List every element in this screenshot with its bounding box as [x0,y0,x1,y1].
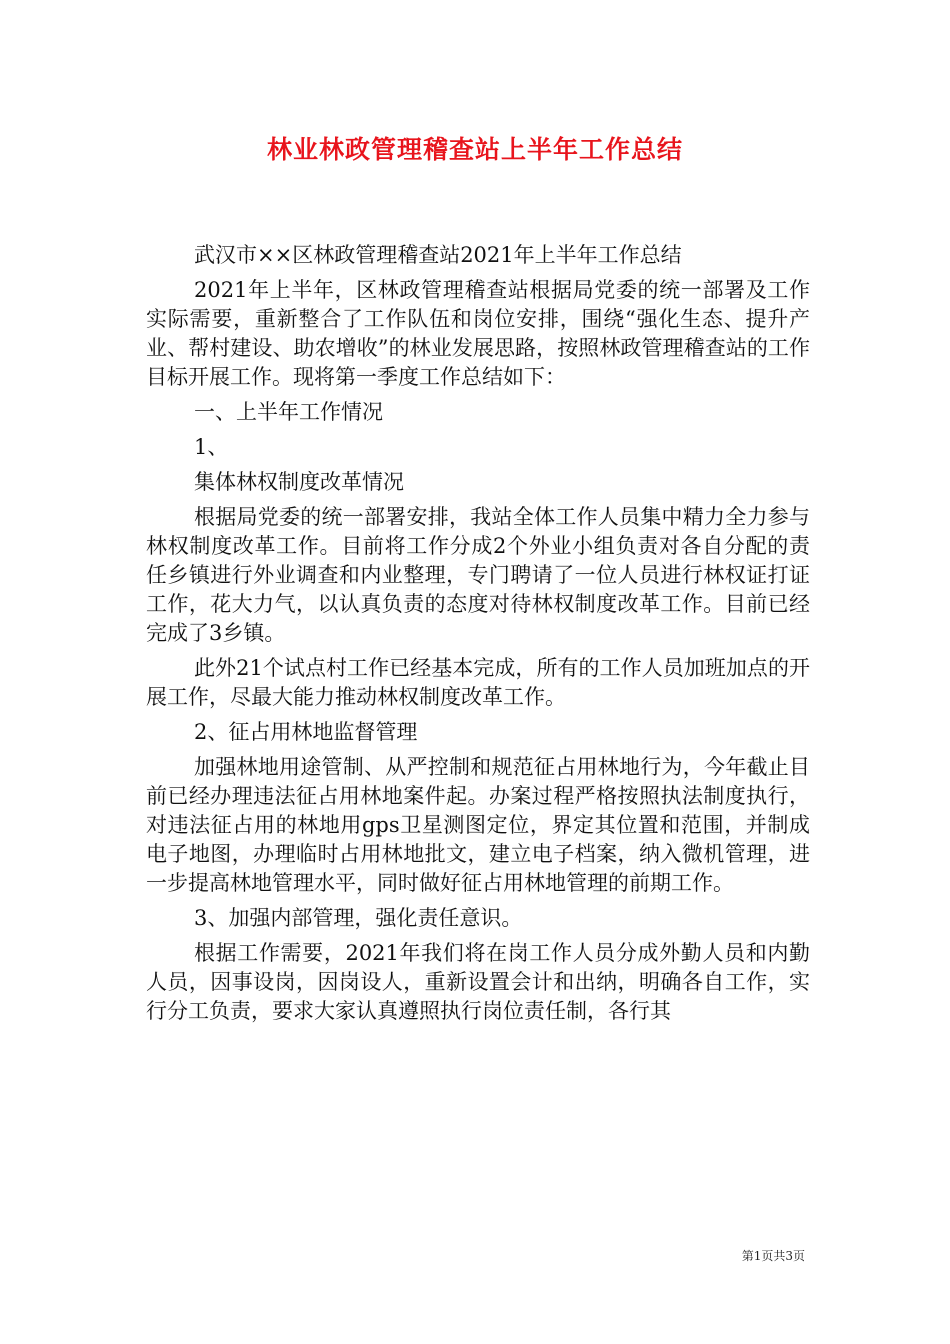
document-body [146,241,810,1032]
paragraph-subtitle: 武汉市××区林政管理稽查站2021年上半年工作总结 [194,243,682,267]
item-heading-1: 集体林权制度改革情况 [194,470,404,494]
section-heading-1: 一、上半年工作情况 [194,400,383,424]
paragraph-internal-management: 根据工作需要，2021年我们将在岗工作人员分成外勤人员和内勤人员，因事设岗，因岗设人，重新设置会计和出纳，明确各自工作，实行分工负责，要求大家认真遵照执行岗位责任制，各行其 [146,941,810,1023]
paragraph-intro: 2021年上半年，区林政管理稽查站根据局党委的统一部署及工作实际需要，重新整合了工作队伍和岗位安排，围绕“强化生态、提升产业、帮村建设、助农增收”的林业发展思路，按照林政管理稽查站的工作目标开展工作。现将第一季度工作总结如下： [146,278,810,389]
paragraph-forest-reform: 根据局党委的统一部署安排，我站全体工作人员集中精力全力参与林权制度改革工作。目前将工作分成2个外业小组负责对各自分配的责任乡镇进行外业调查和内业整理，专门聘请了一位人员进行林权证打证工作，花大力气，以认真负责的态度对待林权制度改革工作。目前已经完成了3乡镇。 [146,505,810,645]
item-heading-3: 3、加强内部管理，强化责任意识。 [194,906,523,930]
page-number: 第1页共3页 [741,1249,805,1263]
paragraph-pilot-villages: 此外21个试点村工作已经基本完成，所有的工作人员加班加点的开展工作，尽最大能力推动林权制度改革工作。 [146,656,810,709]
paragraph-land-management: 加强林地用途管制、从严控制和规范征占用林地行为，今年截止目前已经办理违法征占用林地案件起。办案过程严格按照执法制度执行，对违法征占用的林地用gps卫星测图定位，界定其位置和范围，并制成电子地图，办理临时占用林地批文，建立电子档案，纳入微机管理，进一步提高林地管理水平，同时做好征占用林地管理的前期工作。 [146,755,810,895]
document-title: 林业林政管理稽查站上半年工作总结 [266,135,683,164]
item-heading-2: 2、征占用林地监督管理 [194,720,418,744]
item-number-1: 1、 [194,435,229,459]
